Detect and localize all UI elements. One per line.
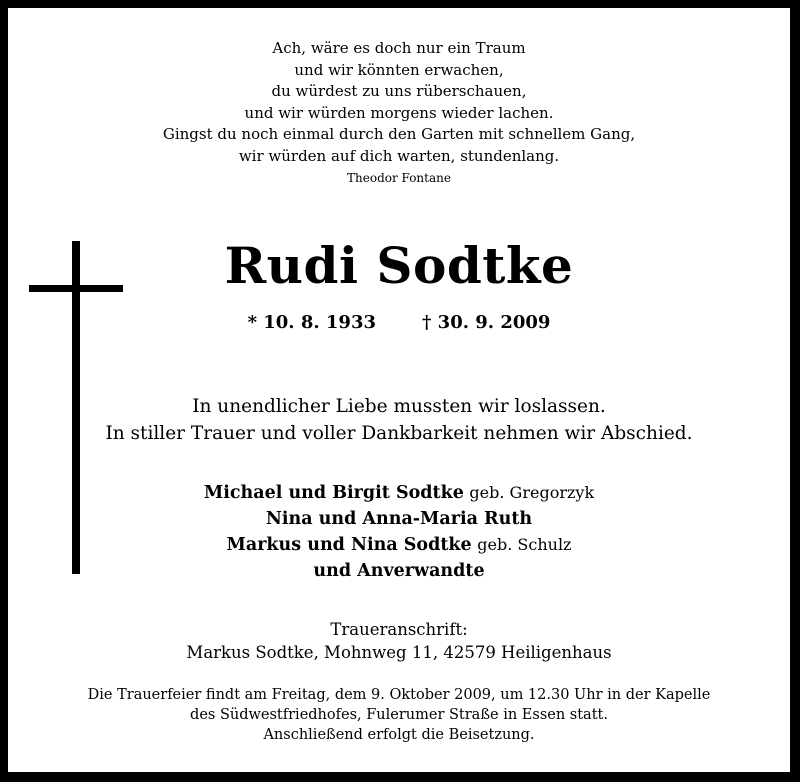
ceremony-info	[8, 685, 790, 745]
mourning-address	[8, 618, 790, 664]
mourners-list	[8, 480, 790, 584]
poem-line: wir würden auf dich warten, stundenlang.	[238, 146, 560, 165]
poem-author: Theodor Fontane	[347, 171, 451, 185]
farewell-text	[8, 393, 790, 447]
poem-line: du würdest zu uns rüberschauen,	[271, 82, 527, 100]
poem-line: Gingst du noch einmal durch den Garten mit schnellem Gang,	[162, 125, 636, 143]
mourner-entry	[8, 480, 790, 506]
deceased-name: Rudi Sodtke	[224, 236, 574, 295]
farewell-line: In stiller Trauer und voller Dankbarkeit nehmen wir Abschied.	[105, 423, 693, 444]
poem-line: und wir würden morgens wieder lachen.	[244, 103, 554, 122]
ceremony-line: des Südwestfriedhofes, Fulerumer Straße in Essen statt.	[190, 707, 608, 723]
mourner-entry	[8, 532, 790, 558]
mourner-nee: geb. Gregorzyk	[469, 483, 595, 502]
mourner-names: Markus und Nina Sodtke	[226, 535, 472, 555]
mourner-names: und Anverwandte	[313, 561, 485, 581]
obituary-notice	[8, 8, 790, 772]
ceremony-line: Anschließend erfolgt die Beisetzung.	[263, 727, 535, 743]
mourner-names: Michael und Birgit Sodtke	[203, 483, 464, 503]
birth-date: * 10. 8. 1933	[247, 312, 376, 333]
address-label: Traueranschrift:	[330, 620, 468, 639]
life-dates	[8, 311, 790, 335]
ceremony-line: Die Trauerfeier findt am Freitag, dem 9. Oktober 2009, um 12.30 Uhr in der Kapelle	[87, 687, 711, 703]
mourner-names: Nina und Anna-Maria Ruth	[265, 509, 533, 529]
poem-line: Ach, wäre es doch nur ein Traum	[272, 39, 526, 57]
mourner-entry	[8, 558, 790, 584]
poem	[8, 38, 790, 167]
farewell-line: In unendlicher Liebe mussten wir loslassen.	[192, 396, 606, 417]
death-date: † 30. 9. 2009	[422, 312, 551, 333]
address-value: Markus Sodtke, Mohnweg 11, 42579 Heiligenhaus	[186, 643, 612, 662]
mourner-nee: geb. Schulz	[477, 535, 572, 554]
mourner-entry	[8, 506, 790, 532]
poem-line: und wir könnten erwachen,	[294, 60, 504, 79]
